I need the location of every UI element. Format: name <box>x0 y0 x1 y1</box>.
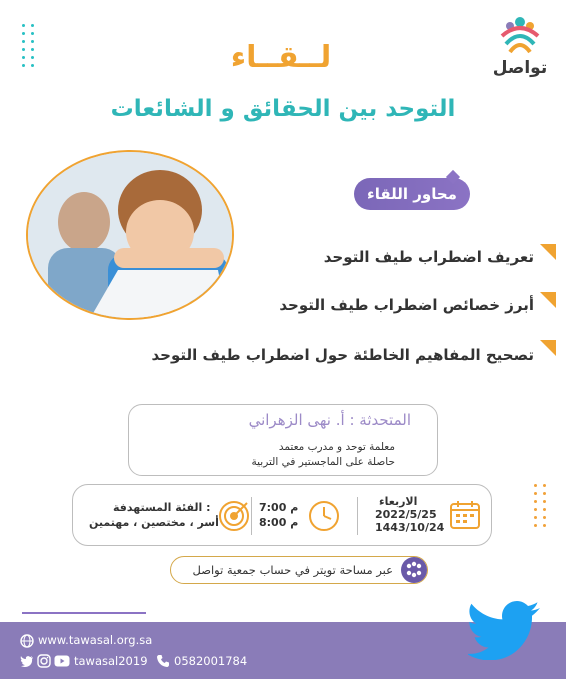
bullet-marker-icon <box>540 340 556 356</box>
footer-accent-line <box>22 612 146 614</box>
instagram-icon <box>37 654 51 668</box>
agenda-item-2: أبرز خصائص اضطراب طيف التوحد <box>279 296 534 314</box>
audience-value: أسر ، مختصين ، مهتمين <box>89 516 219 529</box>
speaker-degree: حاصلة على الماجستير في التربية <box>251 456 395 468</box>
page-subtitle: التوحد بين الحقائق و الشائعات <box>110 96 456 122</box>
divider <box>251 497 252 535</box>
decorative-dots-left <box>22 24 34 67</box>
event-info-card <box>72 484 492 546</box>
calendar-icon <box>449 499 481 531</box>
globe-icon <box>20 634 34 648</box>
platform-pill <box>170 556 428 584</box>
bullet-marker-icon <box>540 292 556 308</box>
target-icon <box>217 499 251 533</box>
divider <box>357 497 358 535</box>
child-photo <box>26 150 234 320</box>
youtube-icon <box>54 654 70 668</box>
speaker-role: معلمة توحد و مدرب معتمد <box>278 441 395 453</box>
page-title: لــقــاء <box>230 40 332 75</box>
footer-website[interactable]: www.tawasal.org.sa <box>38 633 153 647</box>
speaker-name: المتحدثة : أ. نهى الزهراني <box>248 411 411 429</box>
twitter-small-icon <box>20 654 34 668</box>
phone-icon <box>156 654 170 668</box>
decorative-dots-right <box>534 484 546 527</box>
event-date-gregorian: 2022/5/25 <box>375 508 437 521</box>
audience-label: الفئة المستهدفة : <box>113 501 211 514</box>
logo-mark-icon <box>488 14 552 58</box>
footer-handle[interactable]: tawasal2019 <box>74 654 148 668</box>
logo-text: تواصل <box>492 58 548 78</box>
speaker-card <box>128 404 438 476</box>
axes-title: محاور اللقاء <box>367 185 457 203</box>
axes-title-pill <box>354 178 470 210</box>
twitter-bird-icon <box>468 600 542 660</box>
platform-text: عبر مساحة تويتر في حساب جمعية تواصل <box>192 563 393 577</box>
event-day: الاربعاء <box>379 495 418 508</box>
event-date-hijri: 1443/10/24 <box>375 521 445 534</box>
bullet-marker-icon <box>540 244 556 260</box>
agenda-item-1: تعريف اضطراب طيف التوحد <box>323 248 534 266</box>
event-time-end: 8:00 م <box>259 516 299 529</box>
footer-phone[interactable]: 0582001784 <box>174 654 248 668</box>
event-time-start: 7:00 م <box>259 501 299 514</box>
agenda-item-3: تصحيح المفاهيم الخاطئة حول اضطراب طيف التوحد <box>151 346 534 364</box>
clock-icon <box>307 499 341 533</box>
tawasal-logo <box>488 14 552 80</box>
spaces-icon <box>400 556 428 584</box>
